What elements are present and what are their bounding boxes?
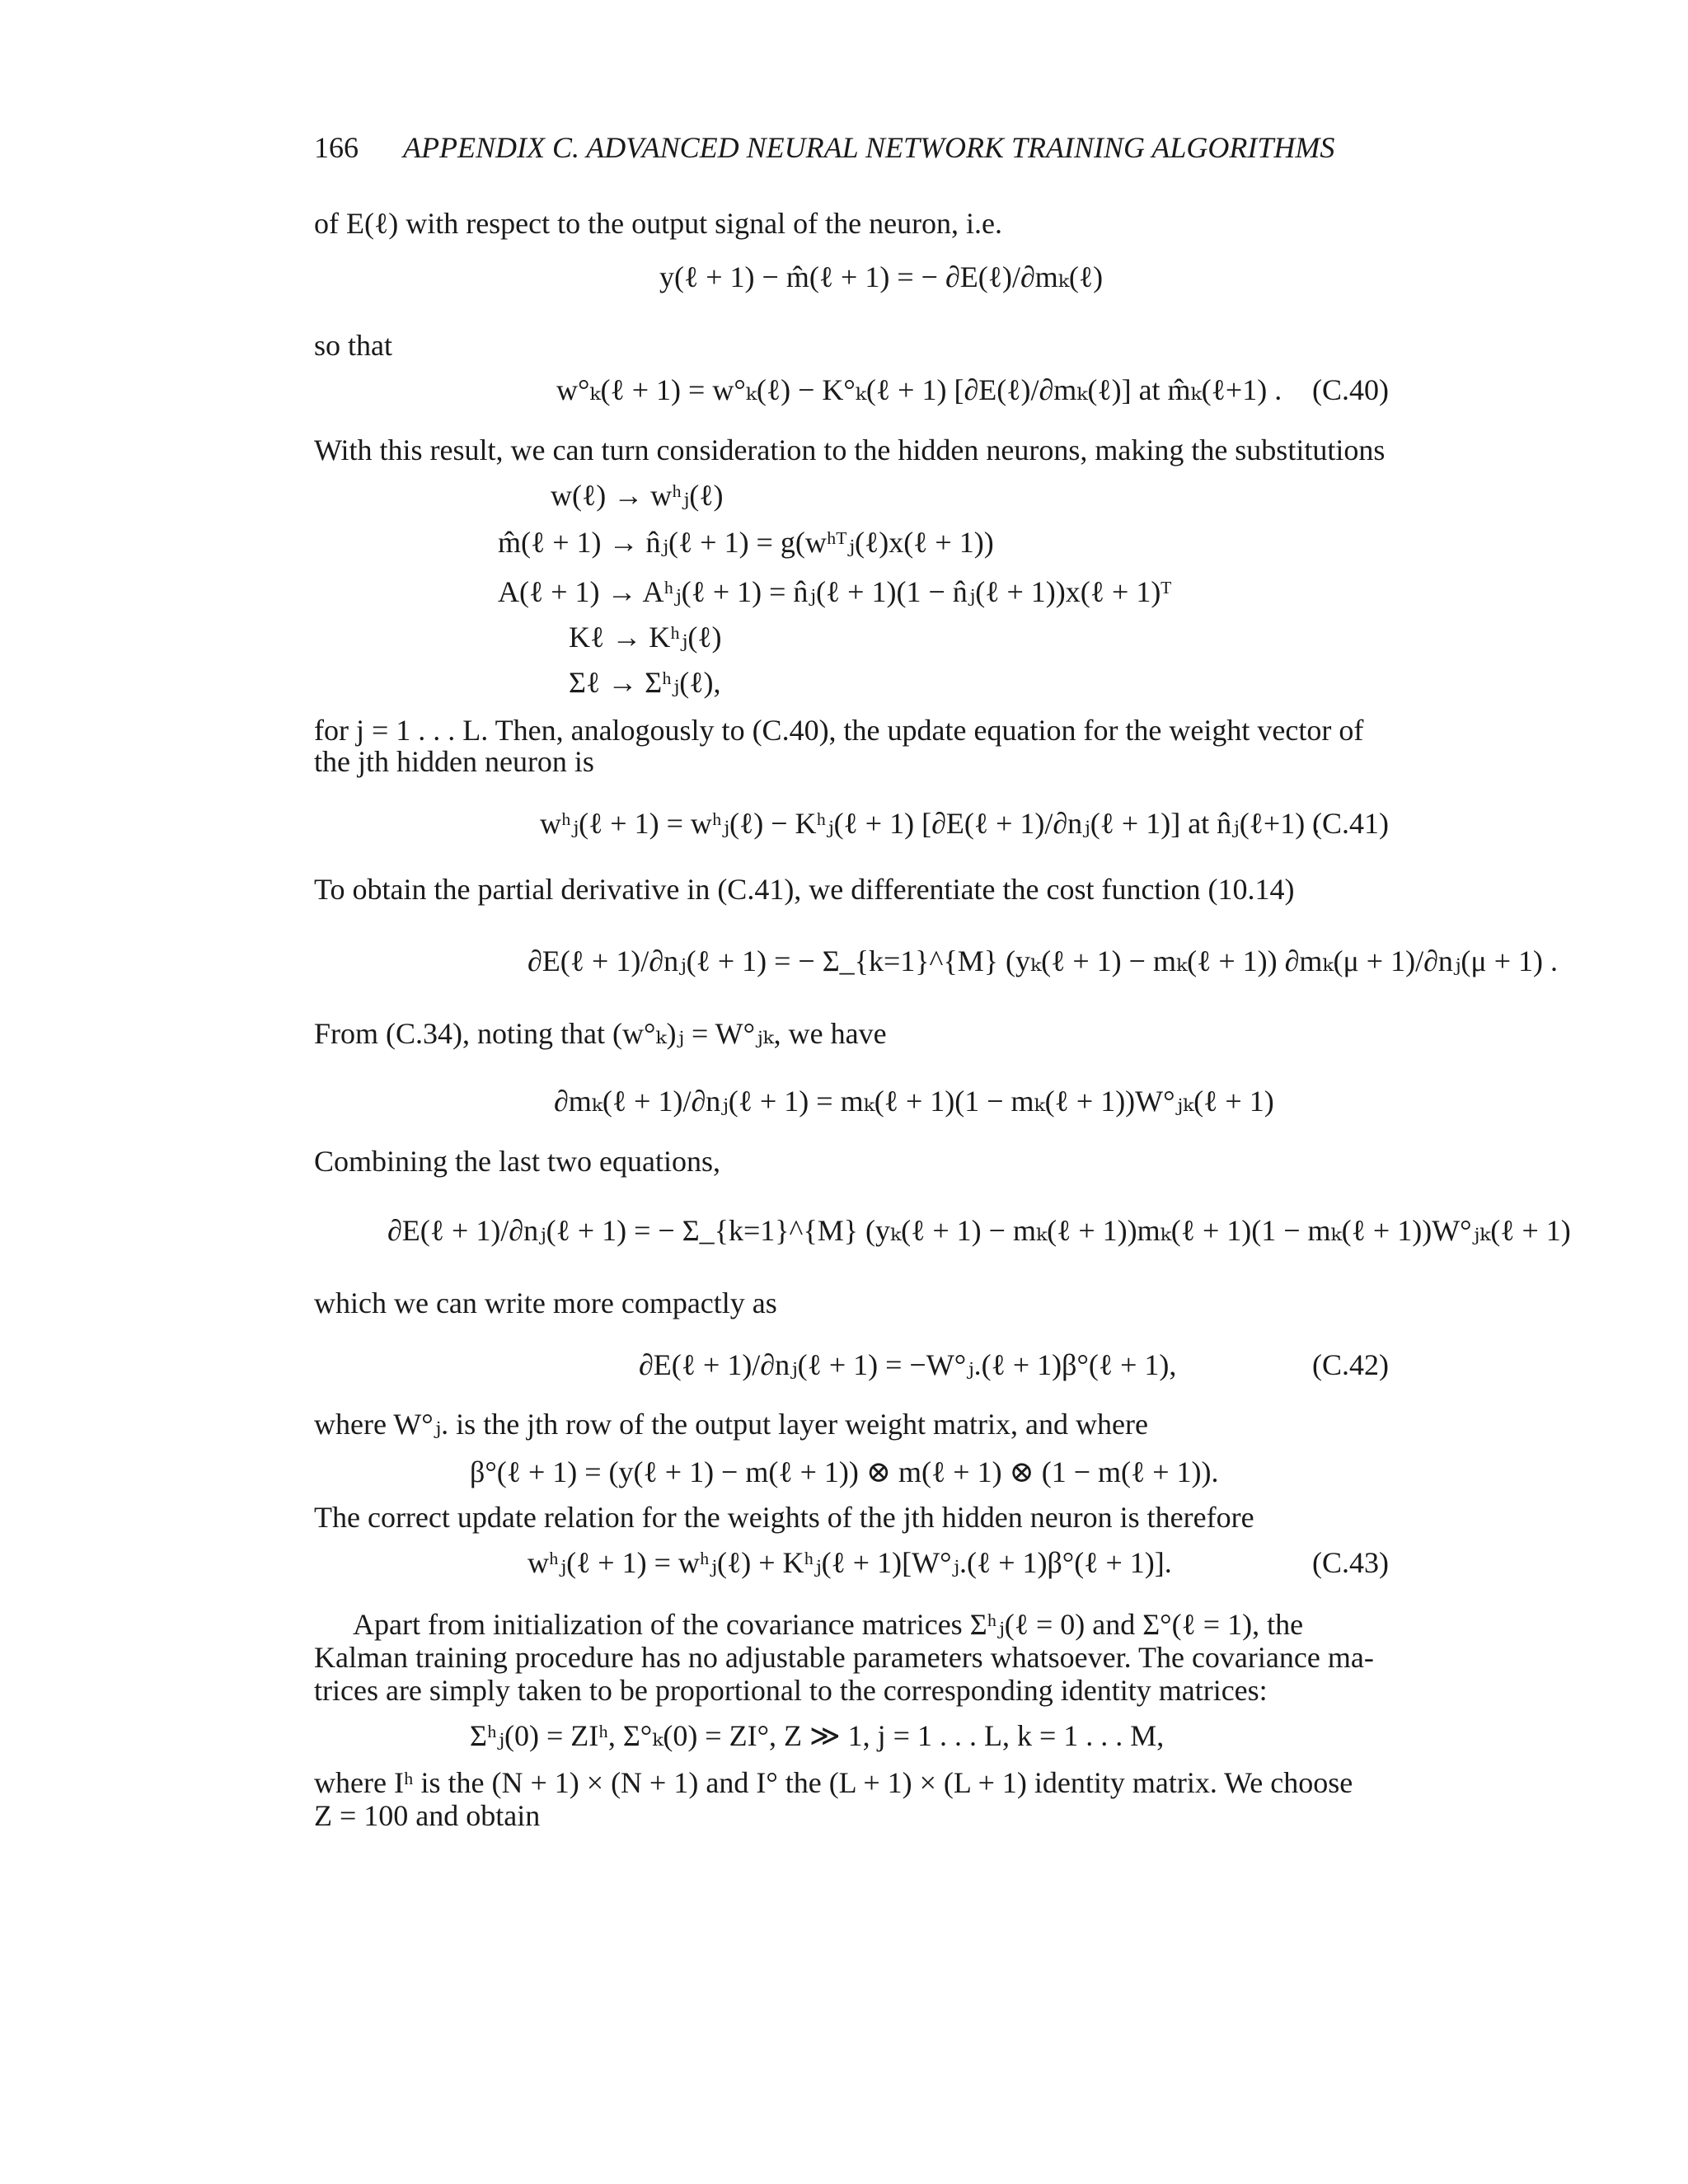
paragraph-12a: where Iʰ is the (N + 1) × (N + 1) and I° the (L + 1) × (L + 1) identity matrix. We choose (314, 1766, 1353, 1799)
equation-c41: wʰⱼ(ℓ + 1) = wʰⱼ(ℓ) − Kʰⱼ(ℓ + 1) [∂E(ℓ + 1)/∂nⱼ(ℓ + 1)] at n̂ⱼ(ℓ+1) . (540, 807, 1320, 840)
equation-partial-output: ∂mₖ(ℓ + 1)/∂nⱼ(ℓ + 1) = mₖ(ℓ + 1)(1 − mₖ(ℓ + 1))W°ⱼₖ(ℓ + 1) (554, 1085, 1274, 1118)
equation-number-c41: (C.41) (1312, 807, 1389, 840)
substitution-4: Kℓ → Kʰⱼ(ℓ) (569, 621, 722, 654)
equation-init: Σʰⱼ(0) = ZIʰ, Σ°ₖ(0) = ZI°, Z ≫ 1, j = 1 . . . L, k = 1 . . . M, (470, 1719, 1165, 1752)
paragraph-11b: Kalman training procedure has no adjustable parameters whatsoever. The covariance ma- (314, 1641, 1374, 1674)
equation-c43: wʰⱼ(ℓ + 1) = wʰⱼ(ℓ) + Kʰⱼ(ℓ + 1)[W°ⱼ.(ℓ + 1)β°(ℓ + 1)]. (528, 1546, 1172, 1579)
equation-partial-cost: ∂E(ℓ + 1)/∂nⱼ(ℓ + 1) = − Σ_{k=1}^{M} (yₖ(ℓ + 1) − mₖ(ℓ + 1)) ∂mₖ(μ + 1)/∂nⱼ(μ + 1) . (528, 944, 1558, 977)
paragraph-8: which we can write more compactly as (314, 1286, 777, 1319)
paragraph-6: From (C.34), noting that (w°ₖ)ⱼ = W°ⱼₖ, we have (314, 1017, 887, 1050)
equation-output-error: y(ℓ + 1) − m̂(ℓ + 1) = − ∂E(ℓ)/∂mₖ(ℓ) (659, 260, 1104, 293)
paragraph-5: To obtain the partial derivative in (C.41), we differentiate the cost function (10.14) (314, 873, 1295, 906)
paragraph-3: With this result, we can turn consideration to the hidden neurons, making the substitutions (314, 434, 1386, 466)
paragraph-4b: the jth hidden neuron is (314, 745, 594, 778)
paragraph-2: so that (314, 329, 392, 362)
paragraph-10: The correct update relation for the weights of the jth hidden neuron is therefore (314, 1501, 1254, 1534)
equation-number-c42: (C.42) (1312, 1348, 1389, 1381)
equation-number-c40: (C.40) (1312, 373, 1389, 406)
equation-c40: w°ₖ(ℓ + 1) = w°ₖ(ℓ) − K°ₖ(ℓ + 1) [∂E(ℓ)/∂mₖ(ℓ)] at m̂ₖ(ℓ+1) . (556, 373, 1282, 406)
paragraph-4a: for j = 1 . . . L. Then, analogously to (C.40), the update equation for the weight vector of (314, 714, 1364, 747)
equation-c42: ∂E(ℓ + 1)/∂nⱼ(ℓ + 1) = −W°ⱼ.(ℓ + 1)β°(ℓ + 1), (639, 1348, 1177, 1381)
substitution-3: A(ℓ + 1) → Aʰⱼ(ℓ + 1) = n̂ⱼ(ℓ + 1)(1 − n̂ⱼ(ℓ + 1))x(ℓ + 1)ᵀ (498, 575, 1172, 608)
page-number: 166 (314, 131, 359, 164)
equation-number-c43: (C.43) (1312, 1546, 1389, 1579)
paragraph-9: where W°ⱼ. is the jth row of the output layer weight matrix, and where (314, 1408, 1148, 1441)
substitution-5: Σℓ → Σʰⱼ(ℓ), (569, 666, 721, 699)
paragraph-7: Combining the last two equations, (314, 1145, 720, 1178)
paragraph-11a: Apart from initialization of the covariance matrices Σʰⱼ(ℓ = 0) and Σ°(ℓ = 1), the (353, 1608, 1304, 1641)
paragraph-11c: trices are simply taken to be proportional to the corresponding identity matrices: (314, 1674, 1268, 1707)
equation-beta: β°(ℓ + 1) = (y(ℓ + 1) − m(ℓ + 1)) ⊗ m(ℓ + 1) ⊗ (1 − m(ℓ + 1)). (470, 1455, 1219, 1488)
substitution-1: w(ℓ) → wʰⱼ(ℓ) (551, 479, 724, 512)
equation-combined: ∂E(ℓ + 1)/∂nⱼ(ℓ + 1) = − Σ_{k=1}^{M} (yₖ(ℓ + 1) − mₖ(ℓ + 1))mₖ(ℓ + 1)(1 − mₖ(ℓ + 1))W°ⱼₖ(ℓ + 1) (387, 1214, 1571, 1247)
paragraph-1: of E(ℓ) with respect to the output signal of the neuron, i.e. (314, 207, 1003, 240)
substitution-2: m̂(ℓ + 1) → n̂ⱼ(ℓ + 1) = g(wʰᵀⱼ(ℓ)x(ℓ + 1)) (498, 526, 994, 559)
running-header: APPENDIX C. ADVANCED NEURAL NETWORK TRAINING ALGORITHMS (403, 131, 1335, 164)
paragraph-12b: Z = 100 and obtain (314, 1799, 541, 1832)
